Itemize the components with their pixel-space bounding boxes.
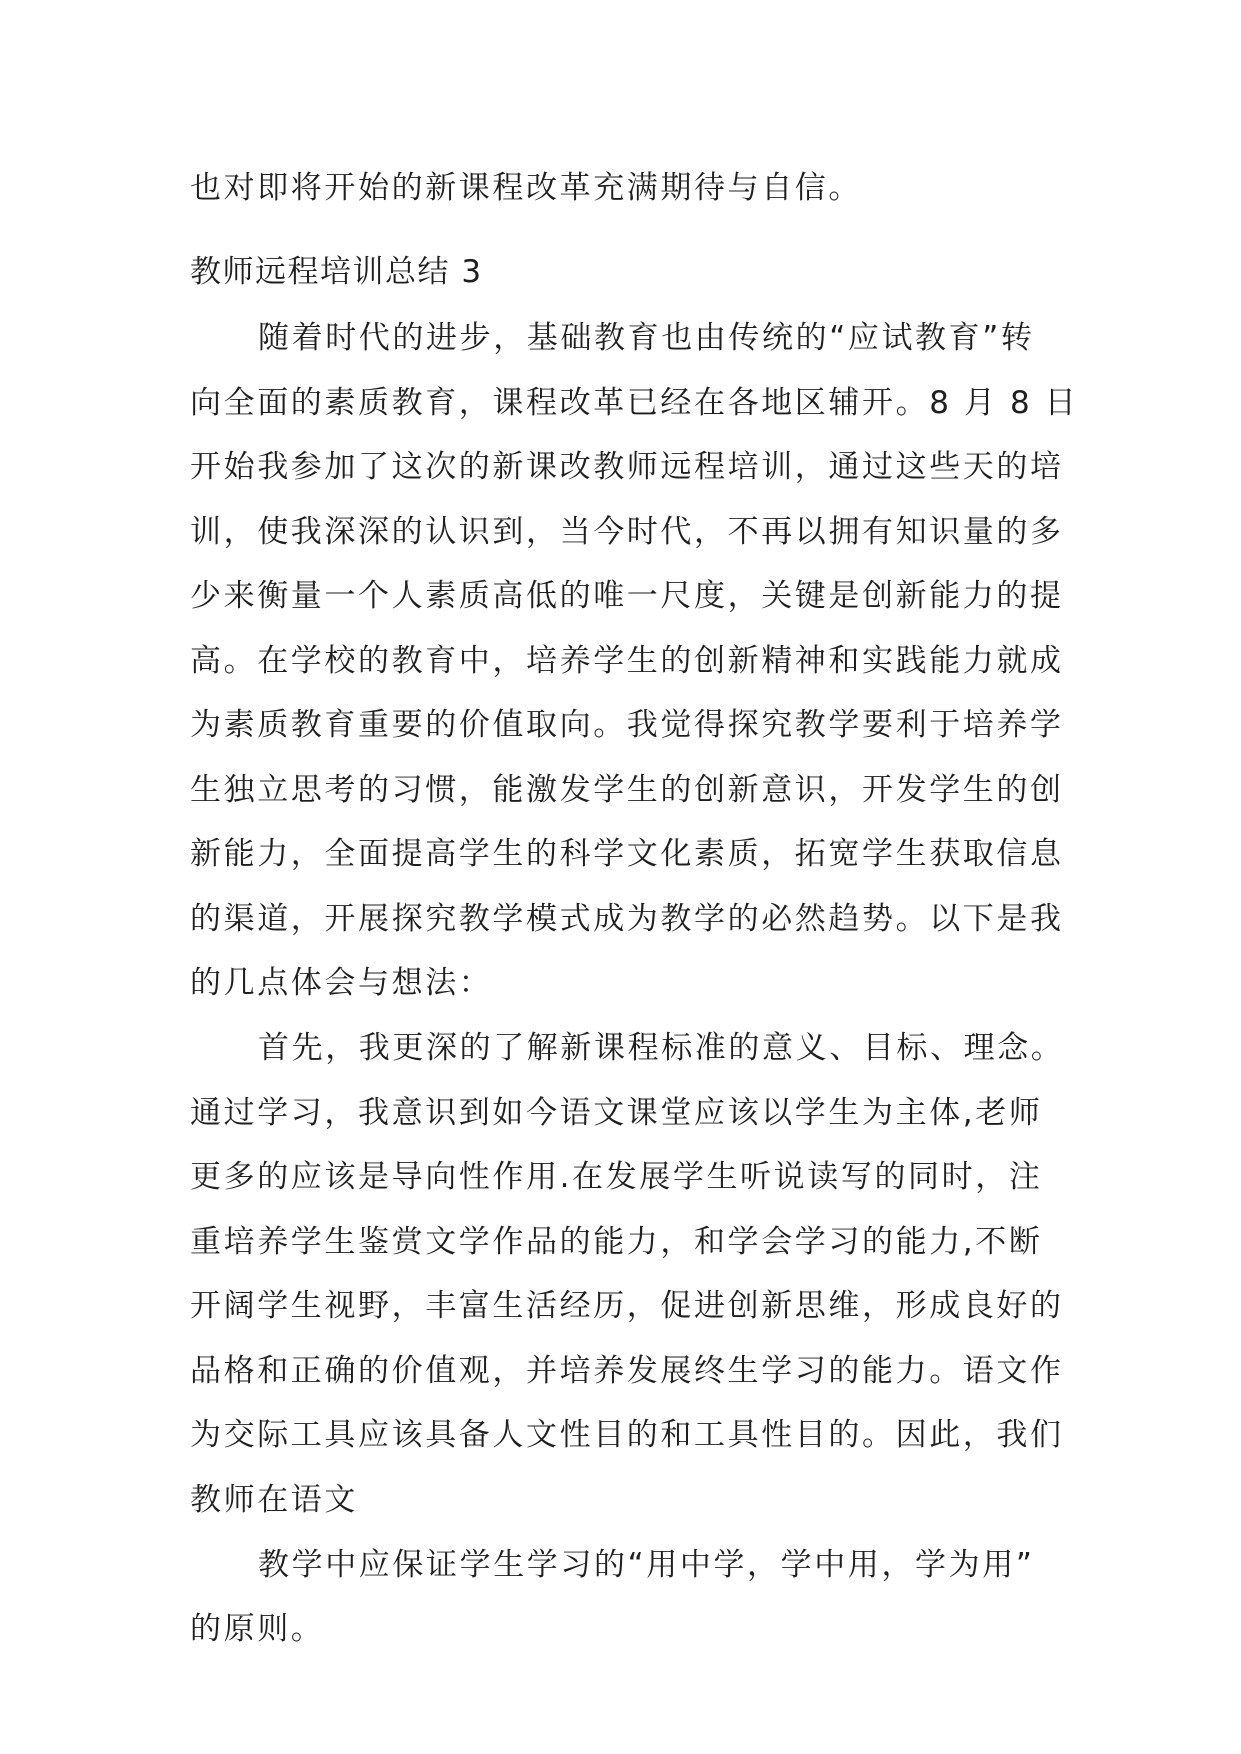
paragraph-line: 通过学习，我意识到如今语文课堂应该以学生为主体,老师 — [190, 1095, 1043, 1131]
paragraph-line: 少来衡量一个人素质高低的唯一尺度，关键是创新能力的提 — [190, 578, 1064, 614]
paragraph-line: 为素质教育重要的价值取向。我觉得探究教学要利于培养学 — [190, 707, 1064, 743]
paragraph-line: 更多的应该是导向性作用.在发展学生听说读写的同时，注 — [190, 1159, 1043, 1195]
paragraph-line: 教学中应保证学生学习的“用中学，学中用，学为用” — [258, 1547, 1035, 1583]
paragraph-line: 新能力，全面提高学生的科学文化素质，拓宽学生获取信息 — [190, 836, 1064, 872]
paragraph-line: 重培养学生鉴赏文学作品的能力，和学会学习的能力,不断 — [190, 1224, 1043, 1260]
paragraph-line: 随着时代的进步，基础教育也由传统的“应试教育”转 — [258, 320, 1035, 356]
paragraph-line: 生独立思考的习惯，能激发学生的创新意识，开发学生的创 — [190, 772, 1064, 808]
paragraph-line: 的原则。 — [190, 1611, 325, 1647]
paragraph-line: 高。在学校的教育中，培养学生的创新精神和实践能力就成 — [190, 643, 1064, 679]
paragraph-line: 向全面的素质教育，课程改革已经在各地区辅开。8 月 8 日 — [190, 385, 1079, 421]
paragraph-line: 教师在语文 — [190, 1482, 358, 1518]
paragraph-line: 训，使我深深的认识到，当今时代，不再以拥有知识量的多 — [190, 514, 1064, 550]
paragraph-line: 开阔学生视野，丰富生活经历，促进创新思维，形成良好的 — [190, 1288, 1064, 1324]
paragraph-line: 为交际工具应该具备人文性目的和工具性目的。因此，我们 — [190, 1417, 1064, 1453]
paragraph-line: 也对即将开始的新课程改革充满期待与自信。 — [190, 170, 862, 206]
paragraph-line: 品格和正确的价值观，并培养发展终生学习的能力。语文作 — [190, 1353, 1064, 1389]
paragraph-line: 的几点体会与想法： — [190, 965, 493, 1001]
paragraph-line: 的渠道，开展探究教学模式成为教学的必然趋势。以下是我 — [190, 901, 1064, 937]
paragraph-line: 开始我参加了这次的新课改教师远程培训，通过这些天的培 — [190, 449, 1064, 485]
section-title: 教师远程培训总结 3 — [190, 254, 483, 290]
paragraph-line: 首先，我更深的了解新课程标准的意义、目标、理念。 — [258, 1030, 1065, 1066]
